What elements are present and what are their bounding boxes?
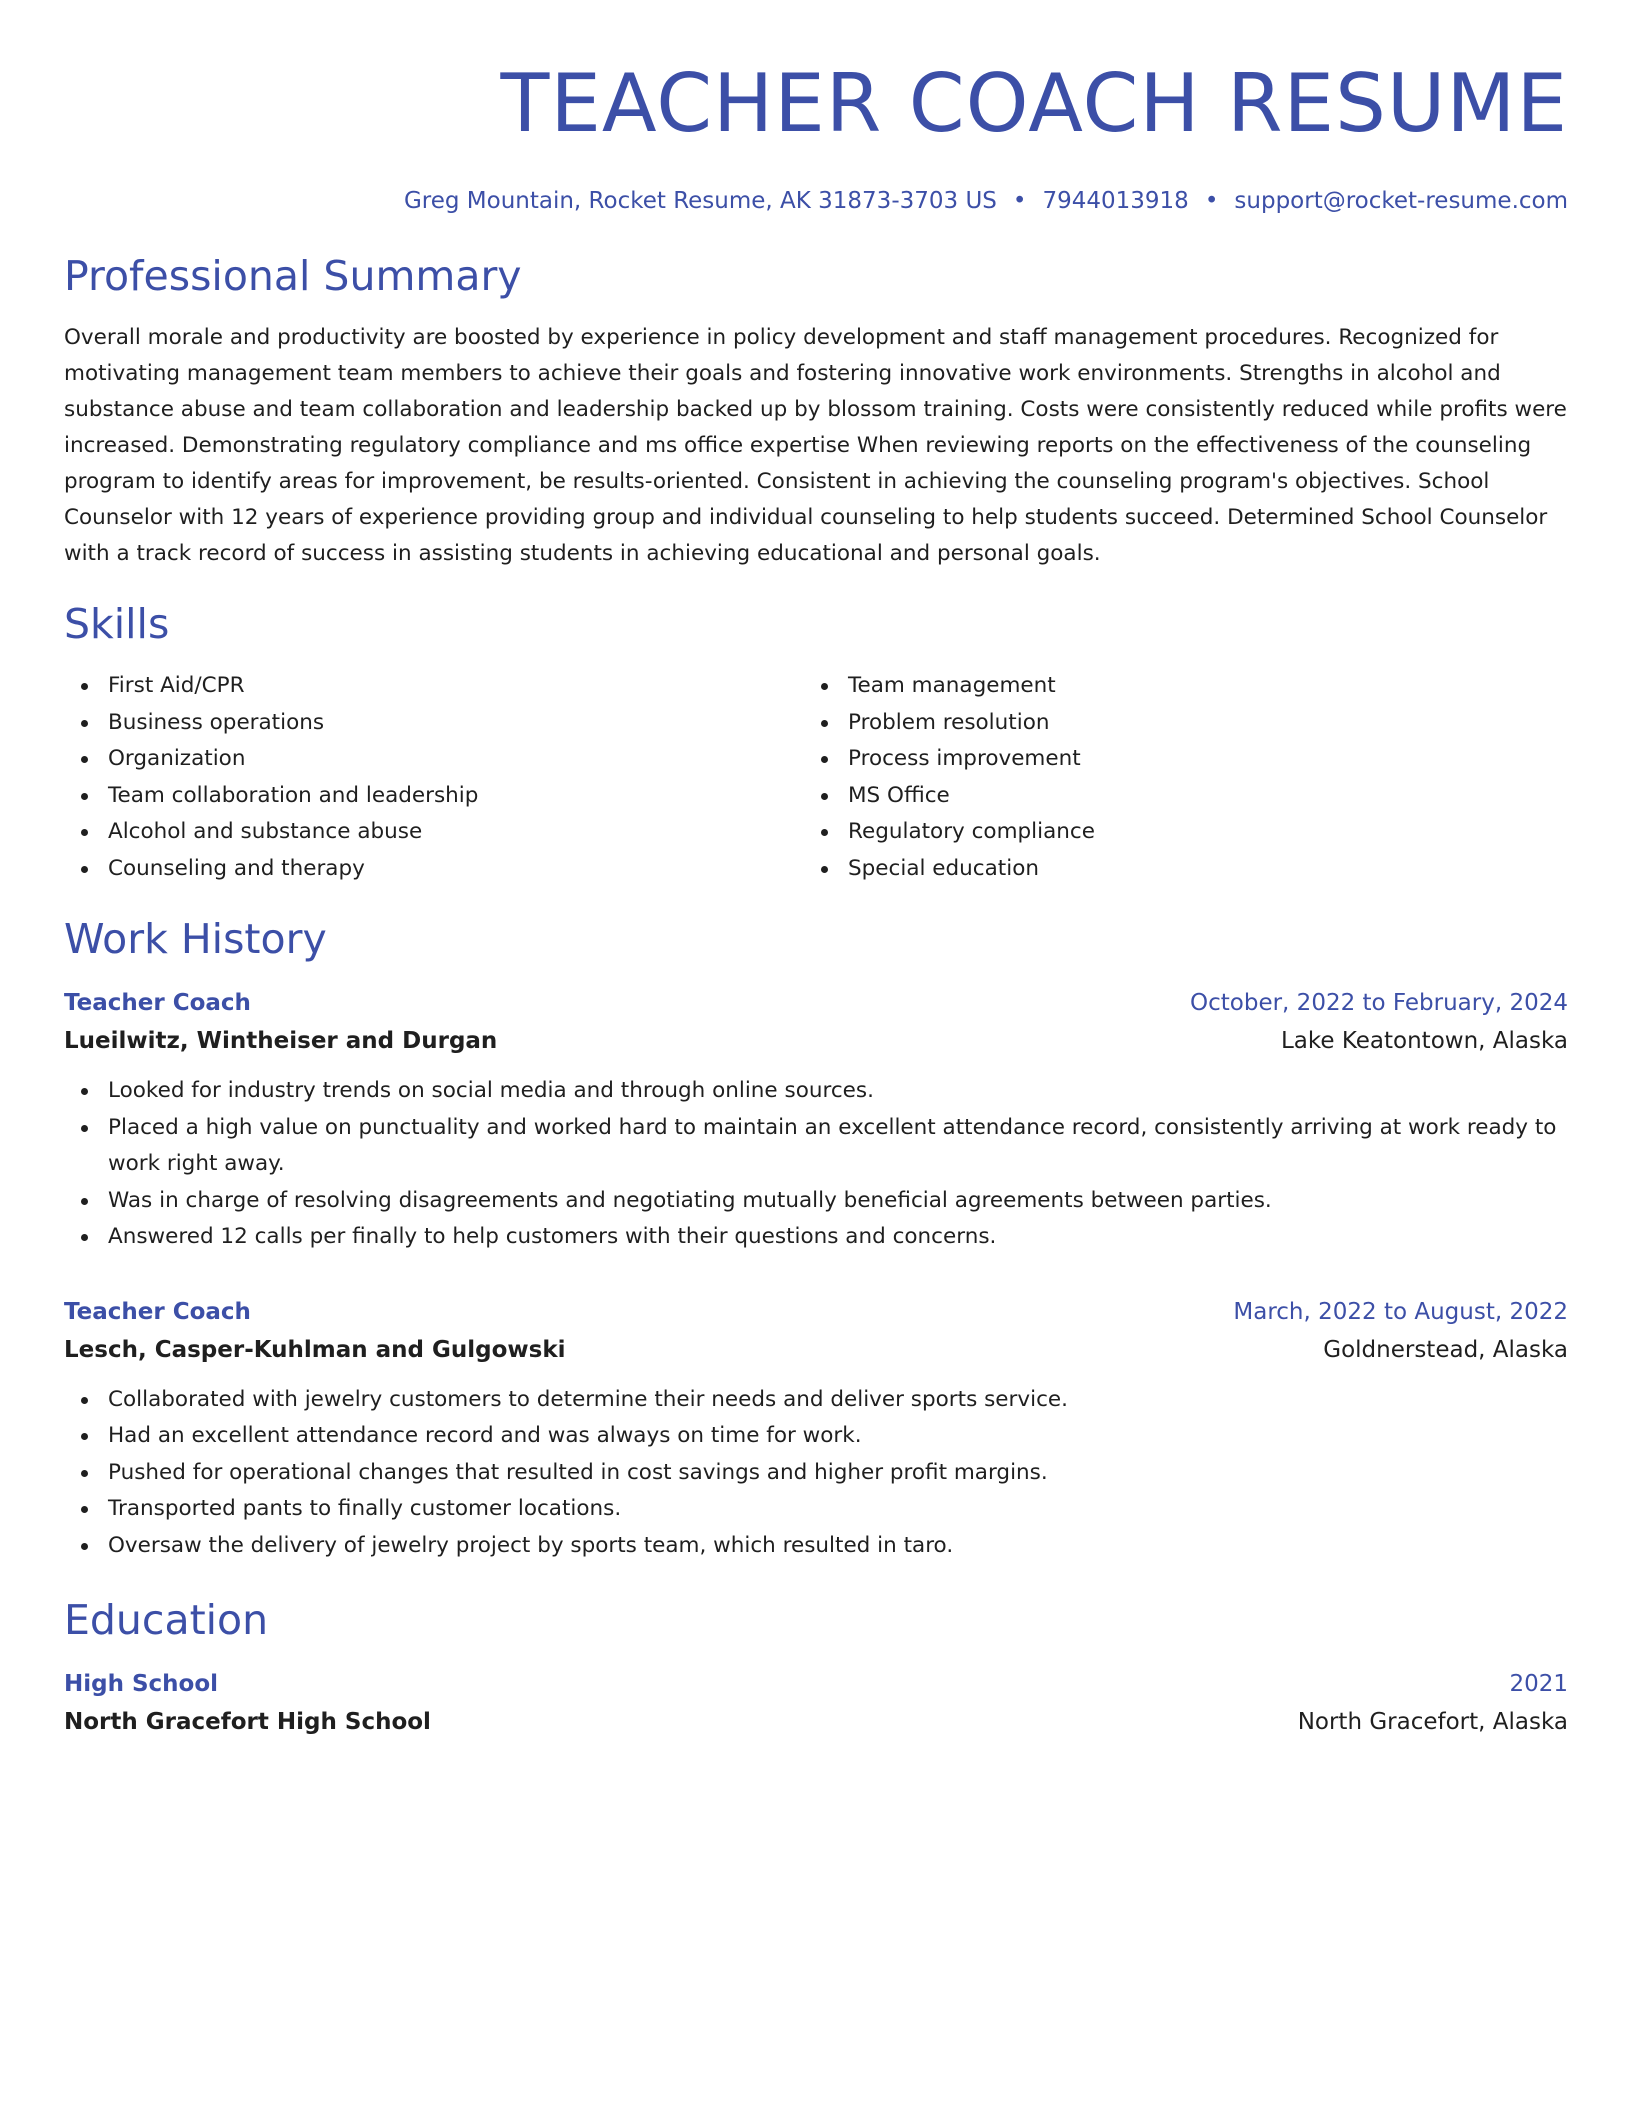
job-dates: March, 2022 to August, 2022 bbox=[1233, 1298, 1568, 1325]
job-company-row bbox=[64, 1019, 1568, 1057]
duty-item: Pushed for operational changes that resulted in cost savings and higher profit margins. bbox=[64, 1455, 1568, 1492]
skills-column-right bbox=[804, 668, 1544, 887]
job-company-row bbox=[64, 1328, 1568, 1366]
contact-phone: 7944013918 bbox=[1042, 188, 1189, 214]
job-location: Goldnerstead, Alaska bbox=[1323, 1336, 1568, 1363]
skill-item: Counseling and therapy bbox=[64, 851, 804, 888]
summary-heading: Professional Summary bbox=[64, 252, 522, 300]
duty-item: Transported pants to finally customer locations. bbox=[64, 1491, 1568, 1528]
job-role: Teacher Coach bbox=[64, 1298, 251, 1325]
skills-heading: Skills bbox=[64, 600, 170, 648]
duty-item: Was in charge of resolving disagreements and negotiating mutually beneficial agreements between parties. bbox=[64, 1183, 1568, 1220]
skill-item: Organization bbox=[64, 741, 804, 778]
contact-email: support@rocket-resume.com bbox=[1234, 188, 1568, 214]
education-heading: Education bbox=[64, 1596, 269, 1644]
contact-address: Greg Mountain, Rocket Resume, AK 31873-3703 US bbox=[403, 188, 997, 214]
duty-item: Collaborated with jewelry customers to determine their needs and deliver sports service. bbox=[64, 1382, 1568, 1419]
skills-list bbox=[64, 668, 1568, 887]
job-location: Lake Keatontown, Alaska bbox=[1280, 1028, 1568, 1054]
job-company: Lesch, Casper-Kuhlman and Gulgowski bbox=[64, 1336, 566, 1363]
job-header-row bbox=[64, 987, 1568, 1019]
job-header-row bbox=[64, 1296, 1568, 1328]
job-entry bbox=[64, 1296, 1568, 1565]
separator-dot: • bbox=[1204, 188, 1219, 214]
separator-dot: • bbox=[1012, 188, 1027, 214]
education-year: 2021 bbox=[1509, 1671, 1568, 1697]
duty-item: Oversaw the delivery of jewelry project by sports team, which resulted in taro. bbox=[64, 1528, 1568, 1565]
skill-item: First Aid/CPR bbox=[64, 668, 804, 705]
skill-item: Regulatory compliance bbox=[804, 814, 1544, 851]
resume-header bbox=[64, 0, 1568, 216]
duty-item: Placed a high value on punctuality and worked hard to maintain an excellent attendance record, consistently arriving at work ready to work right away. bbox=[64, 1110, 1568, 1183]
education-header-row bbox=[64, 1668, 1568, 1700]
skill-item: Special education bbox=[804, 851, 1544, 888]
skills-column-left bbox=[64, 668, 804, 887]
job-company: Lueilwitz, Wintheiser and Durgan bbox=[64, 1028, 498, 1054]
education-school: North Gracefort High School bbox=[64, 1709, 431, 1735]
job-entry bbox=[64, 987, 1568, 1256]
skill-item: MS Office bbox=[804, 778, 1544, 815]
skill-item: Alcohol and substance abuse bbox=[64, 814, 804, 851]
job-dates: October, 2022 to February, 2024 bbox=[1190, 990, 1568, 1016]
duty-item: Had an excellent attendance record and was always on time for work. bbox=[64, 1418, 1568, 1455]
education-location: North Gracefort, Alaska bbox=[1297, 1709, 1568, 1735]
duty-item: Answered 12 calls per finally to help customers with their questions and concerns. bbox=[64, 1219, 1568, 1256]
skill-item: Problem resolution bbox=[804, 705, 1544, 742]
skill-item: Process improvement bbox=[804, 741, 1544, 778]
education-school-row bbox=[64, 1700, 1568, 1738]
skill-item: Business operations bbox=[64, 705, 804, 742]
work-history-heading: Work History bbox=[64, 915, 327, 963]
education-entry bbox=[64, 1668, 1568, 1738]
skill-item: Team collaboration and leadership bbox=[64, 778, 804, 815]
education-degree: High School bbox=[64, 1671, 219, 1697]
job-duties bbox=[64, 1382, 1568, 1565]
summary-text: Overall morale and productivity are boosted by experience in policy development and staff management procedures. Recognized for motivating management team members to achieve their goals and fostering innovative work environments. Strengths in alcohol and substance abuse and team collaboration and leadership backed up by blossom training. Costs were consistently reduced while profits were increased. Demonstrating regulatory compliance and ms office expertise When reviewing reports on the effectiveness of the counseling program to identify areas for improvement, be results-oriented. Consistent in achieving the counseling program's objectives. School Counselor with 12 years of experience providing group and individual counseling to help students succeed. Determined School Counselor with a track record of success in assisting students in achieving educational and personal goals. bbox=[64, 325, 1567, 566]
job-role: Teacher Coach bbox=[64, 990, 251, 1016]
contact-line bbox=[64, 186, 1568, 216]
skill-item: Team management bbox=[804, 668, 1544, 705]
job-duties bbox=[64, 1073, 1568, 1256]
duty-item: Looked for industry trends on social media and through online sources. bbox=[64, 1073, 1568, 1110]
resume-title: TEACHER COACH RESUME bbox=[500, 57, 1568, 150]
